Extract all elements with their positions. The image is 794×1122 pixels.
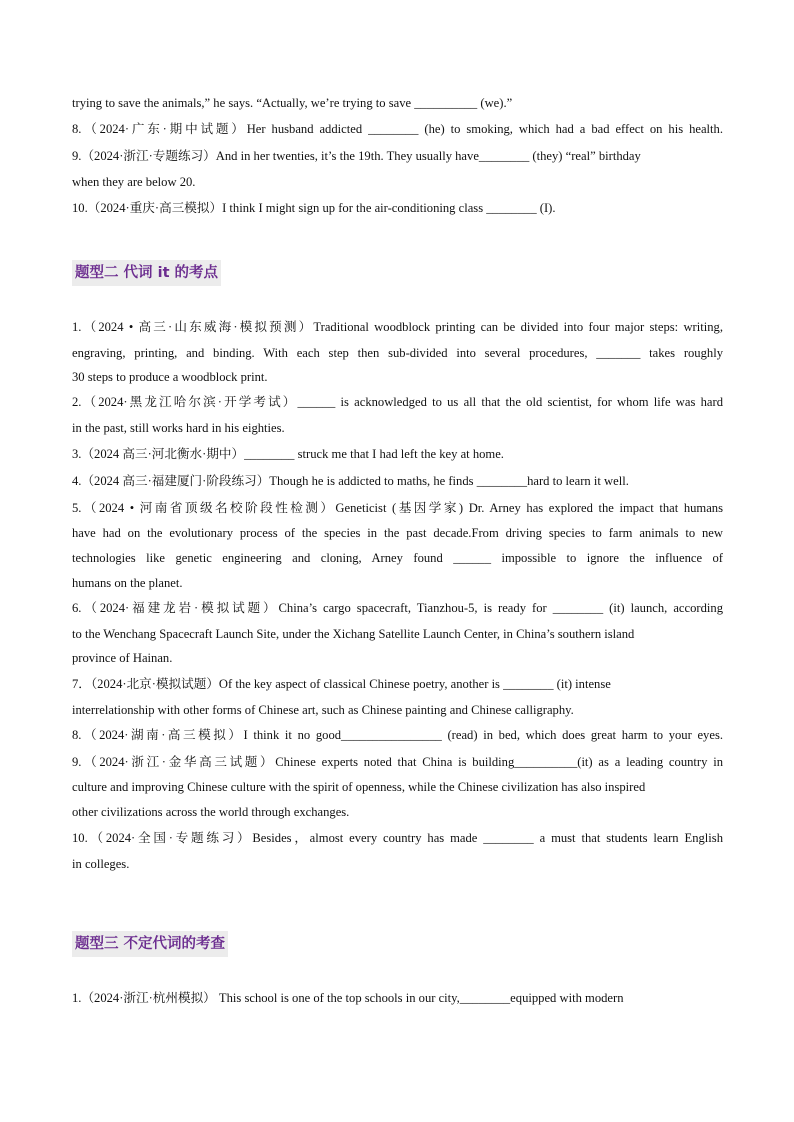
- line-20: interrelationship with other forms of Chinese art, such as Chinese painting and Chinese calligraphy.: [72, 703, 574, 717]
- line-15: humans on the planet.: [72, 576, 183, 590]
- line-3: when they are below 20.: [72, 175, 196, 189]
- line-13: have had on the evolutionary process of the species in the past decade.From driving species to farm animals to new: [72, 526, 723, 540]
- section-header-2: 题型三 不定代词的考查: [72, 931, 228, 957]
- line-18: province of Hainan.: [72, 651, 173, 665]
- line-8: 2.（2024·黑龙江哈尔滨·开学考试）______ is acknowledged to us all that the old scientist, for whom life was hard: [72, 395, 723, 409]
- line-6: engraving, printing, and binding. With each step then sub-divided into several procedures, _______ takes roughly: [72, 346, 723, 360]
- line-27: 1.（2024·浙江·杭州模拟） This school is one of the top schools in our city,________equipped with modern: [72, 991, 624, 1005]
- line-4: 10.（2024·重庆·高三模拟）I think I might sign up for the air-conditioning class ________ (I).: [72, 201, 556, 215]
- line-21: 8.（2024·湖南·高三模拟）I think it no good________________ (read) in bed, which does great harm to your eyes.: [72, 728, 723, 742]
- line-0: trying to save the animals,” he says. “Actually, we’re trying to save __________ (we).”: [72, 96, 513, 110]
- line-14: technologies like genetic engineering and cloning, Arney found ______ impossible to ignore the influence of: [72, 551, 723, 565]
- section-header-1: 题型二 代词 it 的考点: [72, 260, 221, 286]
- line-22: 9.（2024·浙江·金华高三试题）Chinese experts noted that China is building__________(it) as a leading country in: [72, 755, 723, 769]
- line-1: 8.（2024·广东·期中试题）Her husband addicted ________ (he) to smoking, which had a bad effect on his health.: [72, 122, 723, 136]
- line-24: other civilizations across the world through exchanges.: [72, 805, 350, 819]
- line-5: 1.（2024 • 高三·山东威海·模拟预测）Traditional woodblock printing can be divided into four major steps: writing,: [72, 320, 723, 334]
- line-26: in colleges.: [72, 857, 130, 871]
- line-11: 4.（2024 高三·福建厦门·阶段练习）Though he is addicted to maths, he finds ________hard to learn it well.: [72, 474, 629, 488]
- line-16: 6.（2024·福建龙岩·模拟试题）China’s cargo spacecraft, Tianzhou-5, is ready for ________ (it) launch, according: [72, 601, 723, 615]
- line-12: 5.（2024 • 河南省顶级名校阶段性检测）Geneticist (基因学家) Dr. Arney has explored the impact that humans: [72, 501, 723, 515]
- line-17: to the Wenchang Spacecraft Launch Site, under the Xichang Satellite Launch Center, in China’s southern island: [72, 627, 635, 641]
- line-19: 7．（2024·北京·模拟试题）Of the key aspect of classical Chinese poetry, another is ________ (it) intense: [72, 677, 611, 691]
- line-25: 10.（2024·全国·专题练习）Besides，almost every country has made ________ a must that students learn English: [72, 831, 723, 845]
- line-10: 3.（2024 高三·河北衡水·期中）________ struck me that I had left the key at home.: [72, 447, 504, 461]
- line-2: 9.（2024·浙江·专题练习）And in her twenties, it’s the 19th. They usually have________ (they) “real” birthday: [72, 149, 641, 163]
- line-23: culture and improving Chinese culture with the spirit of openness, while the Chinese civilization has also inspired: [72, 780, 646, 794]
- line-9: in the past, still works hard in his eighties.: [72, 421, 285, 435]
- line-7: 30 steps to produce a woodblock print.: [72, 370, 268, 384]
